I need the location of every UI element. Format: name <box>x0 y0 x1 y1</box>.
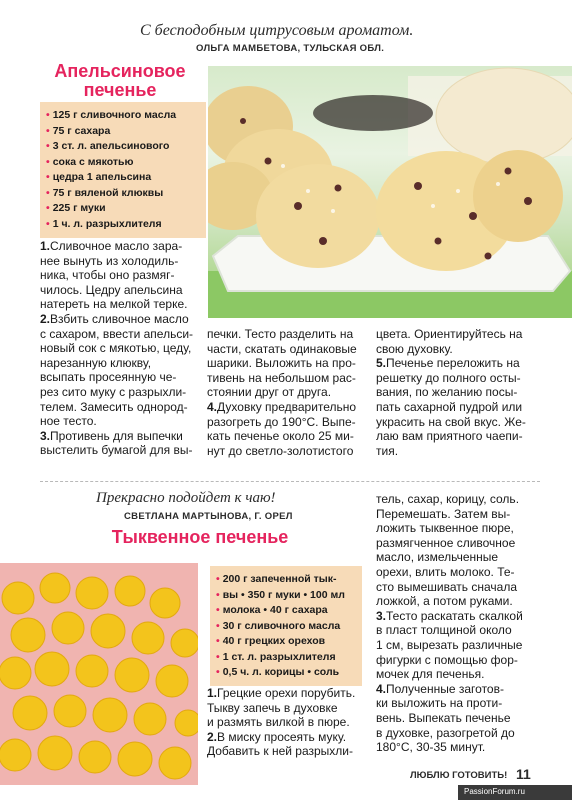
recipe1-steps-col3 <box>376 327 546 458</box>
step-line <box>40 341 208 356</box>
step-line-text: фигурки с помощью фор- <box>376 652 518 667</box>
recipe1-title-line1: Апельсиновое <box>54 61 186 81</box>
step-line <box>376 594 546 609</box>
step-line <box>207 686 377 701</box>
step-line <box>376 726 546 741</box>
ingredient-item <box>46 108 198 124</box>
step-line-text: и размять вилкой в пюре. <box>207 715 350 730</box>
step-line-text: 4.Духовку предварительно <box>207 399 357 414</box>
ingredient-item <box>46 217 198 233</box>
step-line <box>40 385 208 400</box>
step-line-text: 4.Полученные заготов- <box>376 681 504 696</box>
step-line <box>376 415 546 430</box>
ingredient-item <box>216 634 356 650</box>
step-line <box>207 415 377 430</box>
recipe1-title <box>44 62 196 100</box>
step-line <box>376 550 546 565</box>
orange-cookies-illustration <box>208 66 572 318</box>
step-line-text: 1.Сливочное масло зара- <box>40 239 183 253</box>
step-line-text: 2.В миску просеять муку. <box>207 729 347 744</box>
step-line <box>207 385 377 400</box>
step-line <box>40 370 208 385</box>
ingredient-item-text: 75 г вяленой клюквы <box>52 186 164 199</box>
ingredient-item-text: 200 г запеченной тык- <box>222 573 337 585</box>
ingredient-item-text: 225 г муки <box>52 202 106 214</box>
recipe1-tagline: С бесподобным цитрусовым ароматом. <box>140 22 414 39</box>
recipe1-title-line2: печенье <box>83 80 157 100</box>
step-line-text: размягченное сливочное <box>376 535 516 550</box>
step-line <box>376 327 546 342</box>
step-line-text: выстелить бумагой для вы- <box>40 443 193 458</box>
step-line-text: орехи, влить молоко. Те- <box>376 564 515 579</box>
step-line-text: телем. Замесить однород- <box>40 399 188 414</box>
step-line <box>376 623 546 638</box>
step-line <box>376 371 546 386</box>
ingredient-item-text: вы • 350 г муки • 100 мл <box>222 588 345 601</box>
step-line-text: новый сок с мякотью, цеду, <box>40 341 192 356</box>
step-line <box>40 283 208 298</box>
step-line <box>376 356 546 371</box>
step-line-text: украсить на свой вкус. Же- <box>376 414 526 429</box>
step-line-text: сто вымешивать сначала <box>376 579 517 594</box>
step-line-text: Добавить к ней разрыхли- <box>207 744 354 759</box>
step-line <box>207 444 377 459</box>
orange-cookies-photo <box>208 66 572 318</box>
section-divider <box>40 481 540 482</box>
ingredient-item <box>216 650 356 666</box>
bullet-icon: • <box>46 140 50 152</box>
recipe1-steps-col1 <box>40 239 208 458</box>
step-line-text: ложить тыквенное пюре, <box>376 521 514 536</box>
step-line <box>376 521 546 536</box>
step-line <box>376 342 546 357</box>
ingredient-item <box>46 155 198 171</box>
step-line <box>207 744 377 759</box>
recipe1-ingredients-box <box>40 102 206 238</box>
magazine-name: ЛЮБЛЮ ГОТОВИТЬ! <box>410 770 508 781</box>
step-line-text: ника, чтобы оно размяг- <box>40 268 175 283</box>
ingredient-item-text: 3 ст. л. апельсинового <box>52 140 170 152</box>
step-line-text: натереть на мелкой терке. <box>40 297 188 312</box>
bullet-icon: • <box>216 604 220 616</box>
ingredient-item-text: 30 г сливочного масла <box>222 619 341 632</box>
step-line-text: 5.Печенье переложить на <box>376 356 520 371</box>
bullet-icon: • <box>216 666 220 678</box>
bullet-icon: • <box>216 635 220 647</box>
recipe2-ingredients-box <box>210 566 362 686</box>
step-line-text: тель, сахар, корицу, соль. <box>376 492 520 506</box>
bullet-icon: • <box>216 650 220 663</box>
step-line <box>376 507 546 522</box>
step-line-text: нут до светло-золотистого <box>207 443 354 458</box>
step-line <box>376 653 546 668</box>
step-line <box>40 297 208 312</box>
step-line <box>40 268 208 283</box>
step-line <box>376 385 546 400</box>
ingredient-item <box>216 603 356 619</box>
ingredient-item-text: 1 ст. л. разрыхлителя <box>222 650 336 663</box>
step-line <box>376 565 546 580</box>
step-line <box>207 429 377 444</box>
step-line <box>207 715 377 730</box>
step-line-text: цвета. Ориентируйтесь на <box>376 327 523 341</box>
step-line-text: разогреть до 190°С. Выпе- <box>207 414 356 429</box>
step-line-text: лаю вам приятного чаепи- <box>376 429 523 444</box>
step-line-text: нарезанную клюкву, <box>40 355 152 370</box>
step-line-text: Перемешать. Затем вы- <box>376 506 511 521</box>
step-line-text: 2.Взбить сливочное масло <box>40 311 189 326</box>
step-line <box>376 492 546 507</box>
step-line-text: всыпать просеянную че- <box>40 370 177 385</box>
ingredient-item-text: 125 г сливочного масла <box>52 109 177 121</box>
step-line-text: 3.Противень для выпечки <box>40 428 183 443</box>
step-line <box>40 414 208 429</box>
step-line <box>376 667 546 682</box>
recipe2-title: Тыквенное печенье <box>111 527 289 547</box>
step-line-text: Тыкву запечь в духовке <box>207 700 338 715</box>
ingredient-item-text: 40 г грецких орехов <box>222 635 326 647</box>
step-line-text: пать сахарной пудрой или <box>376 399 523 414</box>
step-line <box>40 327 208 342</box>
step-line <box>207 327 377 342</box>
bullet-icon: • <box>46 217 50 230</box>
ingredient-item <box>46 139 198 155</box>
pumpkin-cookies-photo <box>0 563 198 785</box>
step-line <box>40 429 208 444</box>
step-line <box>40 254 208 269</box>
step-line <box>207 371 377 386</box>
bullet-icon: • <box>216 588 220 601</box>
step-line-text: ки выложить на проти- <box>376 696 503 711</box>
ingredient-item <box>216 572 356 588</box>
bullet-icon: • <box>46 124 50 137</box>
recipe2-steps-col-mid <box>207 686 377 759</box>
step-line-text: 3.Тесто раскатать скалкой <box>376 608 523 623</box>
bullet-icon: • <box>216 619 220 632</box>
pumpkin-cookies-illustration <box>0 563 198 785</box>
recipe1-author: ОЛЬГА МАМБЕТОВА, ТУЛЬСКАЯ ОБЛ. <box>196 43 385 54</box>
step-line <box>207 356 377 371</box>
recipe2-tagline: Прекрасно подойдет к чаю! <box>96 490 276 506</box>
step-line-text: тивень на небольшом рас- <box>207 370 356 385</box>
ingredient-item <box>46 201 198 217</box>
step-line <box>376 740 546 755</box>
step-line <box>376 638 546 653</box>
step-line <box>376 429 546 444</box>
step-line-text: ное тесто. <box>40 414 97 429</box>
step-line-text: вень. Выпекать печенье <box>376 710 511 725</box>
step-line <box>376 711 546 726</box>
bullet-icon: • <box>46 109 50 121</box>
step-line <box>40 239 208 254</box>
step-line <box>40 356 208 371</box>
step-line <box>376 609 546 624</box>
step-line-text: нее вынуть из холодиль- <box>40 253 179 268</box>
ingredient-item-text: сока с мякотью <box>52 155 134 168</box>
step-line-text: стоянии друг от друга. <box>207 385 332 400</box>
step-line-text: 180°С, 30-35 минут. <box>376 740 486 755</box>
page-number: 11 <box>516 766 531 782</box>
step-line-text: 1.Грецкие орехи порубить. <box>207 686 356 700</box>
step-line <box>376 444 546 459</box>
step-line-text: в пласт толщиной около <box>376 623 512 638</box>
bullet-icon: • <box>46 171 50 183</box>
ingredient-item-text: цедра 1 апельсина <box>52 171 152 183</box>
bullet-icon: • <box>46 186 50 199</box>
step-line-text: с сахаром, ввести апельси- <box>40 326 194 341</box>
step-line-text: шарики. Выложить на про- <box>207 356 356 371</box>
step-line <box>207 701 377 716</box>
bullet-icon: • <box>46 155 50 168</box>
bullet-icon: • <box>46 202 50 214</box>
ingredient-item <box>46 124 198 140</box>
recipe1-steps-col2 <box>207 327 377 458</box>
step-line <box>376 536 546 551</box>
step-line <box>40 400 208 415</box>
step-line-text: кать печенье около 25 ми- <box>207 429 354 444</box>
ingredient-item-text: 0,5 ч. л. корицы • соль <box>222 666 340 678</box>
ingredient-item <box>46 170 198 186</box>
step-line <box>207 400 377 415</box>
bullet-icon: • <box>216 573 220 585</box>
step-line-text: свою духовку. <box>376 341 453 356</box>
recipe2-steps-col-right <box>376 492 546 755</box>
step-line <box>376 682 546 697</box>
step-line-text: решетку до полного осты- <box>376 370 521 385</box>
step-line-text: части, скатать одинаковые <box>207 341 357 356</box>
ingredient-item <box>216 619 356 635</box>
step-line-text: мочек для печенья. <box>376 667 485 682</box>
ingredient-item <box>216 665 356 681</box>
step-line <box>207 342 377 357</box>
watermark-bar <box>458 785 572 800</box>
step-line <box>40 443 208 458</box>
step-line <box>207 730 377 745</box>
ingredient-item <box>46 186 198 202</box>
ingredient-item-text: 75 г сахара <box>52 124 111 137</box>
step-line-text: ложкой, а потом руками. <box>376 594 513 609</box>
recipe2-author: СВЕТЛАНА МАРТЫНОВА, Г. ОРЕЛ <box>124 511 293 522</box>
step-line <box>376 400 546 415</box>
watermark-text: PassionForum.ru <box>464 787 525 796</box>
step-line-text: 1 см, вырезать различные <box>376 637 523 652</box>
step-line <box>376 580 546 595</box>
ingredient-item-text: 1 ч. л. разрыхлителя <box>52 217 162 230</box>
step-line-text: чилось. Цедру апельсина <box>40 282 183 297</box>
step-line-text: тия. <box>376 443 399 458</box>
step-line-text: печки. Тесто разделить на <box>207 327 354 341</box>
step-line-text: вания, по желанию посы- <box>376 385 518 400</box>
step-line <box>376 696 546 711</box>
ingredient-item <box>216 588 356 604</box>
step-line-text: в духовке, разогретой до <box>376 725 515 740</box>
step-line <box>40 312 208 327</box>
ingredient-item-text: молока • 40 г сахара <box>222 604 328 616</box>
step-line-text: рез сито муку с разрыхли- <box>40 384 187 399</box>
step-line-text: масло, измельченные <box>376 550 499 565</box>
